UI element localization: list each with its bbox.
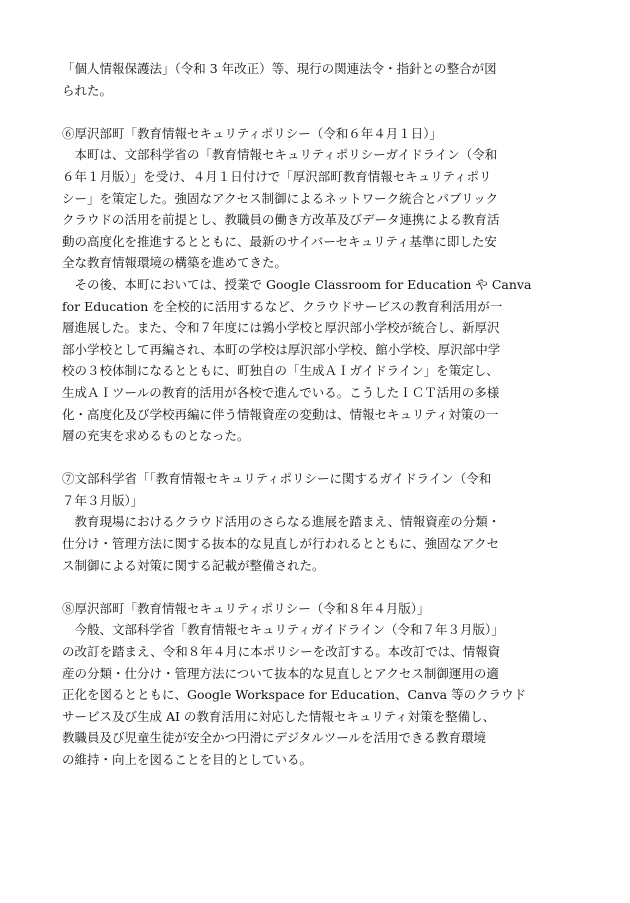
section-6 bbox=[62, 123, 570, 447]
section-7-heading: ⑦文部科学省「「教育情報セキュリティポリシーに関するガイドライン（令和 ７年３月版）」 bbox=[62, 471, 492, 508]
section-6-heading: ⑥厚沢部町「教育情報セキュリティポリシー（令和６年４月１日）」 bbox=[62, 125, 443, 141]
section-6-paragraph-2: その後、本町においては、授業で Google Classroom for Education や Canva for Education を全校的に活用するなど、クラウドサービスの教育利活用が一 層進展した。また、令和７年度には鶉小学校と厚沢部小学校が統合し、新厚沢 部小学校として再編され、本町の学校は厚沢部小学校、館小学校、厚沢部中学 校の３校体制になるとともに、町独自の「生成ＡＩガイドライン」を策定し、 生成ＡＩツールの教育的活用が各校で進んでいる。こうしたＩＣＴ活用の多様 化・高度化及び学校再編に伴う情報資産の変動は、情報セキュリティ対策の一 層の充実を求めるものとなった。 bbox=[62, 276, 532, 444]
section-8-paragraph-1: 今般、文部科学省「教育情報セキュリティガイドライン（令和７年３月版）」 の改訂を踏まえ、令和８年４月に本ポリシーを改訂する。本改訂では、情報資 産の分類・仕分け・管理方法について抜本的な見直しとアクセス制御運用の適 正化を図るとともに、Google Workspace for Education、Canva 等のクラウド サービス及び生成 AI の教育活用に対応した情報セキュリティ対策を整備し、 教職員及び児童生徒が安全かつ円滑にデジタルツールを活用できる教育環境 の維持・向上を図ることを目的としている。 bbox=[62, 622, 527, 767]
document-page bbox=[62, 58, 570, 771]
section-8-heading: ⑧厚沢部町「教育情報セキュリティポリシー（令和８年４月版）」 bbox=[62, 600, 430, 616]
intro-paragraph: 「個人情報保護法」（令和 3 年改正）等、現行の関連法令・指針との整合が図 られた。 bbox=[62, 61, 497, 98]
section-7-paragraph-1: 教育現場におけるクラウド活用のさらなる進展を踏まえ、情報資産の分類・ 仕分け・管理方法に関する抜本的な見直しが行われるとともに、強固なアクセ ス制御による対策に関する記載が整備された。 bbox=[62, 514, 501, 573]
section-7 bbox=[62, 468, 570, 576]
section-8 bbox=[62, 598, 570, 771]
section-6-paragraph-1: 本町は、文部科学省の「教育情報セキュリティポリシーガイドライン（令和 ６年１月版）」を受け、４月１日付けで「厚沢部町教育情報セキュリティポリ シー」を策定した。強固なアクセス制御によるネットワーク統合とパブリック クラウドの活用を前提とし、教職員の働き方改革及びデータ連携による教育活 動の高度化を推進するとともに、最新のサイバーセキュリティ基準に即した安 全な教育情報環境の構築を進めてきた。 bbox=[62, 147, 500, 271]
